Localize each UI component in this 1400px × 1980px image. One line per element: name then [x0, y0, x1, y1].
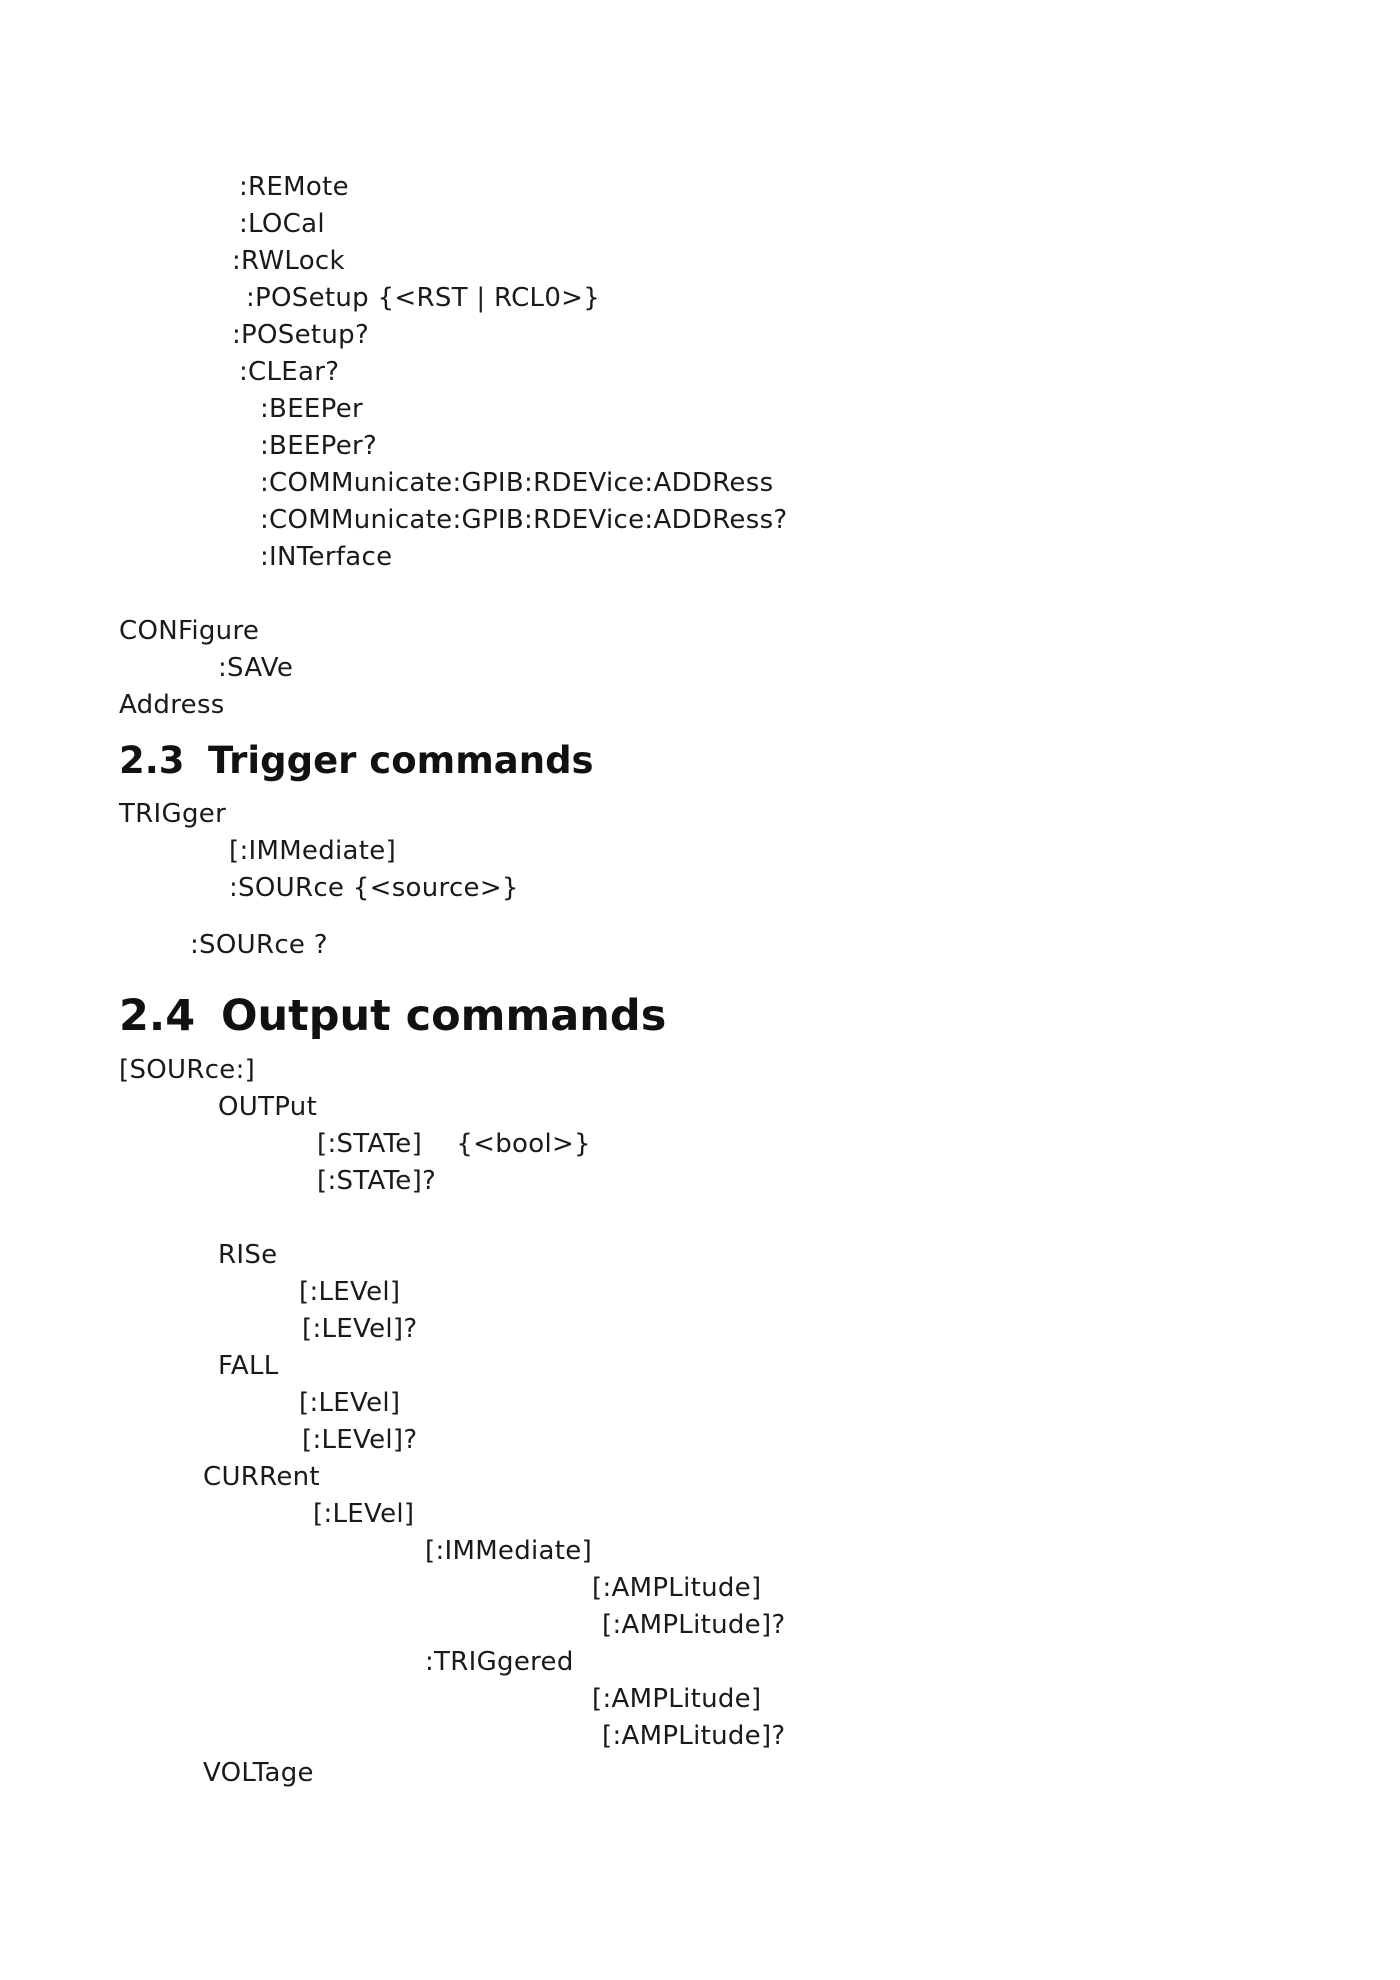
section-number: 2.3 [119, 739, 185, 782]
command-line: [SOURce:] [119, 1055, 256, 1085]
command-line: :LOCal [239, 209, 325, 239]
command-line: Address [119, 690, 225, 720]
command-line: [:IMMediate] [425, 1536, 593, 1566]
command-line: :BEEPer? [260, 431, 378, 461]
command-line: :POSetup? [232, 320, 370, 350]
section-heading-trigger [119, 739, 594, 782]
command-line: [:LEVel]? [302, 1314, 418, 1344]
command-line: :SOURce {<source>} [229, 873, 519, 903]
command-line: [:IMMediate] [229, 836, 397, 866]
command-line: [:STATe]? [317, 1166, 437, 1196]
command-line: [:AMPLitude] [592, 1573, 762, 1603]
command-line: FALL [218, 1351, 279, 1381]
command-line: [:LEVel] [299, 1388, 401, 1418]
command-line: [:LEVel] [299, 1277, 401, 1307]
command-line: :TRIGgered [425, 1647, 574, 1677]
command-line: :COMMunicate:GPIB:RDEVice:ADDRess [260, 468, 774, 498]
command-line: :INTerface [260, 542, 393, 572]
command-line: :CLEar? [239, 357, 340, 387]
command-line: VOLTage [203, 1758, 314, 1788]
command-line: CURRent [203, 1462, 320, 1492]
command-line: :COMMunicate:GPIB:RDEVice:ADDRess? [260, 505, 788, 535]
command-line: :BEEPer [260, 394, 363, 424]
command-line: [:AMPLitude]? [602, 1721, 786, 1751]
command-line: :REMote [239, 172, 349, 202]
command-line: CONFigure [119, 616, 260, 646]
command-line: TRIGger [119, 799, 227, 829]
command-line: :RWLock [232, 246, 345, 276]
section-title: Output commands [221, 991, 667, 1041]
command-line: RISe [218, 1240, 278, 1270]
command-line: :SOURce ? [190, 930, 328, 960]
command-line: [:LEVel] [313, 1499, 415, 1529]
command-line: [:STATe] {<bool>} [317, 1129, 591, 1159]
command-line: [:LEVel]? [302, 1425, 418, 1455]
section-title: Trigger commands [208, 739, 594, 782]
section-number: 2.4 [119, 991, 196, 1041]
section-heading-output [119, 991, 667, 1041]
command-line: OUTPut [218, 1092, 318, 1122]
command-line: [:AMPLitude]? [602, 1610, 786, 1640]
command-line: :SAVe [218, 653, 294, 683]
command-line: :POSetup {<RST | RCL0>} [246, 283, 601, 313]
command-line: [:AMPLitude] [592, 1684, 762, 1714]
